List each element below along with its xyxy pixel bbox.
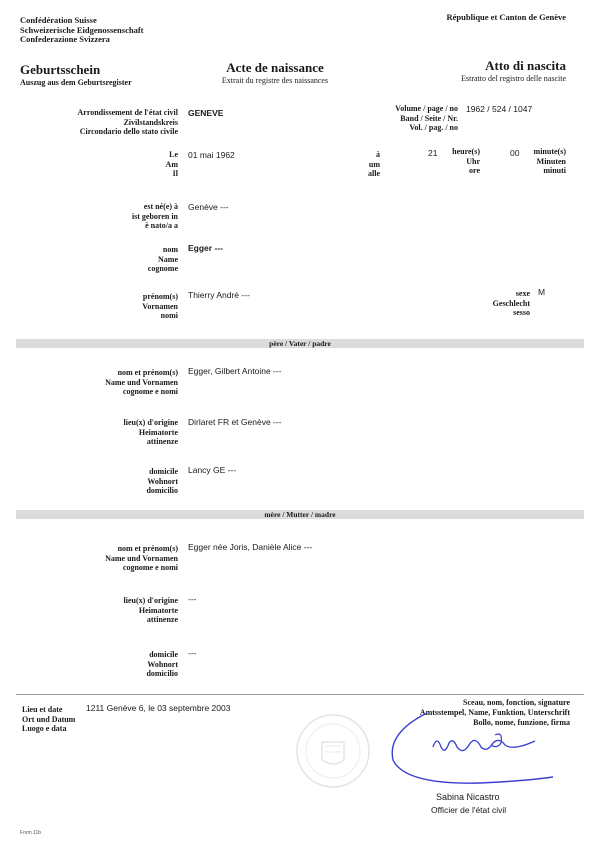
father-domicile-label: [18, 467, 178, 496]
mother-name-label: [18, 544, 178, 573]
mother-origin-label: [18, 596, 178, 625]
hour-label: [440, 147, 480, 176]
arr-label-it: Circondario dello stato civile: [79, 127, 178, 136]
fname-lbl-it: cognome e nomi: [122, 387, 178, 396]
fdom-lbl-it: domicilio: [146, 486, 178, 495]
subtitle-fr: Extrait du registre des naissances: [221, 76, 329, 85]
confed-fr: Confédération Suisse: [20, 15, 97, 25]
fdom-lbl-de: Wohnort: [147, 476, 178, 486]
arrondissement-label: [18, 108, 178, 137]
confederation-header: [20, 16, 143, 45]
arr-label-de: Zivilstandskreis: [123, 117, 178, 127]
mname-lbl-it: cognome e nomi: [122, 563, 178, 572]
arr-label-fr: Arrondissement de l'état civil: [77, 108, 178, 117]
issue-lbl-it: Luogo e data: [22, 724, 67, 733]
signature-icon: [385, 705, 565, 790]
issue-place-value: 1211 Genève 6, le 03 septembre 2003: [86, 703, 231, 713]
first-lbl-fr: prénom(s): [142, 292, 178, 301]
min-lbl-fr: minute(s): [533, 147, 566, 156]
birth-minute-value: 00: [510, 148, 520, 158]
surname-lbl-fr: nom: [162, 245, 178, 254]
vol-label-it: Vol. / pag. / no: [409, 123, 458, 132]
confed-it: Confederazione Svizzera: [20, 34, 110, 44]
vol-label-fr: Volume / page / no: [395, 104, 458, 113]
first-lbl-it: nomi: [160, 311, 178, 320]
official-seal-icon: [292, 710, 374, 792]
mdom-lbl-de: Wohnort: [147, 659, 178, 669]
sex-lbl-de: Geschlecht: [492, 298, 530, 308]
mother-band: mère / Mutter / madre: [16, 510, 584, 519]
at-label: [220, 150, 380, 179]
surname-value: Egger ---: [188, 243, 223, 253]
seal-lbl-it: Bollo, nome, funzione, firma: [473, 718, 570, 727]
mname-lbl-fr: nom et prénom(s): [117, 544, 178, 553]
date-lbl-fr: Le: [169, 150, 178, 159]
footer-rule: [16, 694, 584, 695]
firstname-value: Thierry André ---: [188, 290, 250, 300]
vol-label-de: Band / Seite / Nr.: [400, 113, 458, 123]
issue-lbl-de: Ort und Datum: [22, 714, 76, 724]
mname-lbl-de: Name und Vornamen: [105, 553, 178, 563]
birthplace-label: [18, 202, 178, 231]
sex-value: M: [538, 287, 546, 297]
mdom-lbl-fr: domicile: [149, 650, 178, 659]
surname-lbl-de: Name: [158, 254, 178, 264]
hour-lbl-de: Uhr: [466, 156, 480, 166]
issue-place-label: [22, 705, 75, 734]
mother-domicile-label: [18, 650, 178, 679]
hour-lbl-fr: heure(s): [452, 147, 480, 156]
mother-domicile-value: ---: [188, 648, 197, 658]
birthplace-value: Genève ---: [188, 202, 229, 212]
canton-header: République et Canton de Genève: [446, 12, 566, 22]
min-lbl-de: Minuten: [536, 156, 566, 166]
volume-value: 1962 / 524 / 1047: [466, 104, 533, 114]
mother-name-value: Egger née Joris, Danièle Alice ---: [188, 542, 313, 552]
subtitle-de: Auszug aus dem Geburtsregister: [20, 78, 132, 87]
hour-lbl-it: ore: [469, 166, 480, 175]
subtitle-it: Estratto del registro delle nascite: [461, 74, 566, 83]
morigin-lbl-fr: lieu(x) d'origine: [123, 596, 178, 605]
seal-lbl-fr: Sceau, nom, fonction, signature: [463, 698, 570, 707]
title-fr-block: [200, 60, 350, 85]
birth-date-value: 01 mai 1962: [188, 150, 235, 160]
father-domicile-value: Lancy GE ---: [188, 465, 237, 475]
volume-label: [298, 104, 458, 133]
morigin-lbl-it: attinenze: [146, 615, 178, 624]
father-band: père / Vater / padre: [16, 339, 584, 348]
date-lbl-de: Am: [165, 159, 178, 169]
title-it: Atto di nascita: [485, 58, 566, 73]
title-de: Geburtsschein: [20, 62, 101, 77]
date-lbl-it: Il: [172, 169, 178, 178]
forigin-lbl-it: attinenze: [146, 437, 178, 446]
father-origin-value: Dirlaret FR et Genève ---: [188, 417, 282, 427]
mdom-lbl-it: domicilio: [146, 669, 178, 678]
title-it-block: [461, 58, 566, 83]
sex-lbl-it: sesso: [513, 308, 530, 317]
father-name-label: [18, 368, 178, 397]
confed-de: Schweizerische Eidgenossenschaft: [20, 24, 144, 35]
place-lbl-fr: est né(e) à: [143, 202, 178, 211]
sex-label: [470, 289, 530, 318]
sex-lbl-fr: sexe: [515, 289, 530, 298]
at-lbl-it: alle: [368, 169, 380, 178]
forigin-lbl-de: Heimatorte: [138, 427, 178, 437]
officer-title: Officier de l'état civil: [431, 805, 507, 815]
at-lbl-fr: à: [376, 150, 380, 159]
form-number: Form 11b: [20, 830, 42, 836]
fdom-lbl-fr: domicile: [149, 467, 178, 476]
fname-lbl-de: Name und Vornamen: [105, 377, 178, 387]
officer-name: Sabina Nicastro: [436, 792, 500, 802]
arrondissement-value: GENEVE: [188, 108, 224, 118]
father-origin-label: [18, 418, 178, 447]
father-name-value: Egger, Gilbert Antoine ---: [188, 366, 282, 376]
place-lbl-de: ist geboren in: [131, 211, 178, 221]
forigin-lbl-fr: lieu(x) d'origine: [123, 418, 178, 427]
firstname-label: [18, 292, 178, 321]
fname-lbl-fr: nom et prénom(s): [117, 368, 178, 377]
morigin-lbl-de: Heimatorte: [138, 605, 178, 615]
issue-lbl-fr: Lieu et date: [22, 705, 63, 714]
at-lbl-de: um: [368, 159, 380, 169]
title-de-block: [20, 62, 132, 87]
place-lbl-it: è nato/a a: [145, 221, 178, 230]
date-label: [18, 150, 178, 179]
minute-label: [524, 147, 566, 176]
min-lbl-it: minuti: [543, 166, 566, 175]
seal-lbl-de: Amtsstempel, Name, Funktion, Unterschrift: [419, 708, 570, 717]
surname-label: [18, 245, 178, 274]
birth-hour-value: 21: [428, 148, 438, 158]
title-fr: Acte de naissance: [226, 60, 324, 75]
surname-lbl-it: cognome: [147, 264, 178, 273]
mother-origin-value: ---: [188, 594, 197, 604]
first-lbl-de: Vornamen: [142, 301, 178, 311]
